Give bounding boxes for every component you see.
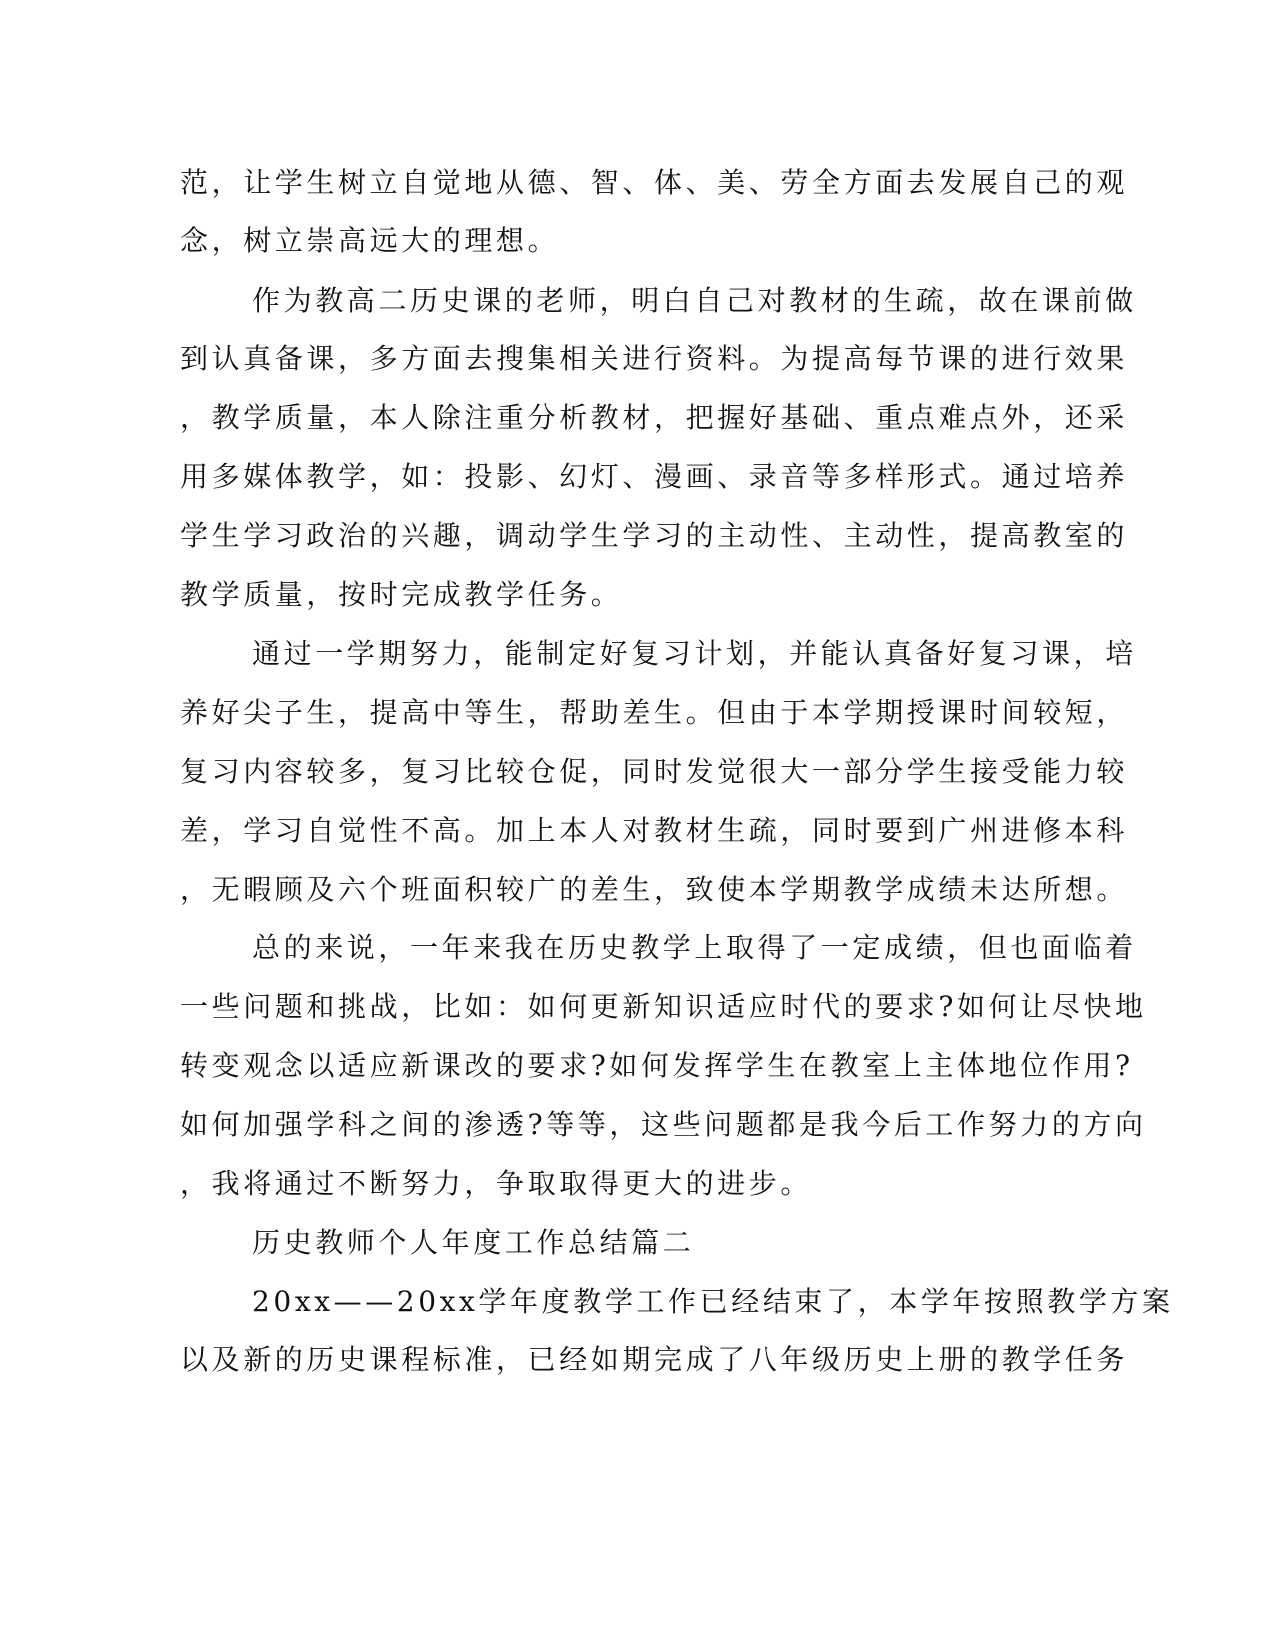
- section-heading: 历史教师个人年度工作总结篇二: [252, 1226, 695, 1259]
- paragraph-line: ，无暇顾及六个班面积较广的差生，致使本学期教学成绩未达所想。: [180, 873, 1129, 906]
- paragraph-line: 20xx——20xx学年度教学工作已经结束了，本学年按照教学方案: [252, 1285, 1174, 1318]
- paragraph-line: 通过一学期努力，能制定好复习计划，并能认真备好复习课，培: [252, 637, 1137, 670]
- paragraph-line: 复习内容较多，复习比较仓促，同时发觉很大一部分学生接受能力较: [180, 755, 1129, 788]
- paragraph-line: ，我将通过不断努力，争取取得更大的进步。: [180, 1167, 813, 1200]
- paragraph-line: 如何加强学科之间的渗透?等等，这些问题都是我今后工作努力的方向: [180, 1108, 1147, 1141]
- paragraph-line: 差，学习自觉性不高。加上本人对教材生疏，同时要到广州进修本科: [180, 814, 1129, 847]
- paragraph-line: 以及新的历史课程标准，已经如期完成了八年级历史上册的教学任务: [180, 1343, 1129, 1376]
- paragraph-line: 养好尖子生，提高中等生，帮助差生。但由于本学期授课时间较短，: [180, 696, 1129, 729]
- paragraph-line: 到认真备课，多方面去搜集相关进行资料。为提高每节课的进行效果: [180, 342, 1129, 375]
- paragraph-line: 念，树立崇高远大的理想。: [180, 224, 560, 257]
- paragraph-line: 学生学习政治的兴趣，调动学生学习的主动性、主动性，提高教室的: [180, 519, 1129, 552]
- paragraph-line: 转变观念以适应新课改的要求?如何发挥学生在教室上主体地位作用?: [180, 1049, 1134, 1082]
- paragraph-line: 用多媒体教学，如：投影、幻灯、漫画、录音等多样形式。通过培养: [180, 460, 1129, 493]
- paragraph-line: ，教学质量，本人除注重分析教材，把握好基础、重点难点外，还采: [180, 401, 1129, 434]
- paragraph-line: 范，让学生树立自觉地从德、智、体、美、劳全方面去发展自己的观: [180, 166, 1129, 199]
- paragraph-line: 作为教高二历史课的老师，明白自己对教材的生疏，故在课前做: [252, 284, 1137, 317]
- paragraph-line: 总的来说，一年来我在历史教学上取得了一定成绩，但也面临着: [252, 931, 1137, 964]
- paragraph-line: 教学质量，按时完成教学任务。: [180, 578, 623, 611]
- paragraph-line: 一些问题和挑战，比如：如何更新知识适应时代的要求?如何让尽快地: [180, 990, 1147, 1023]
